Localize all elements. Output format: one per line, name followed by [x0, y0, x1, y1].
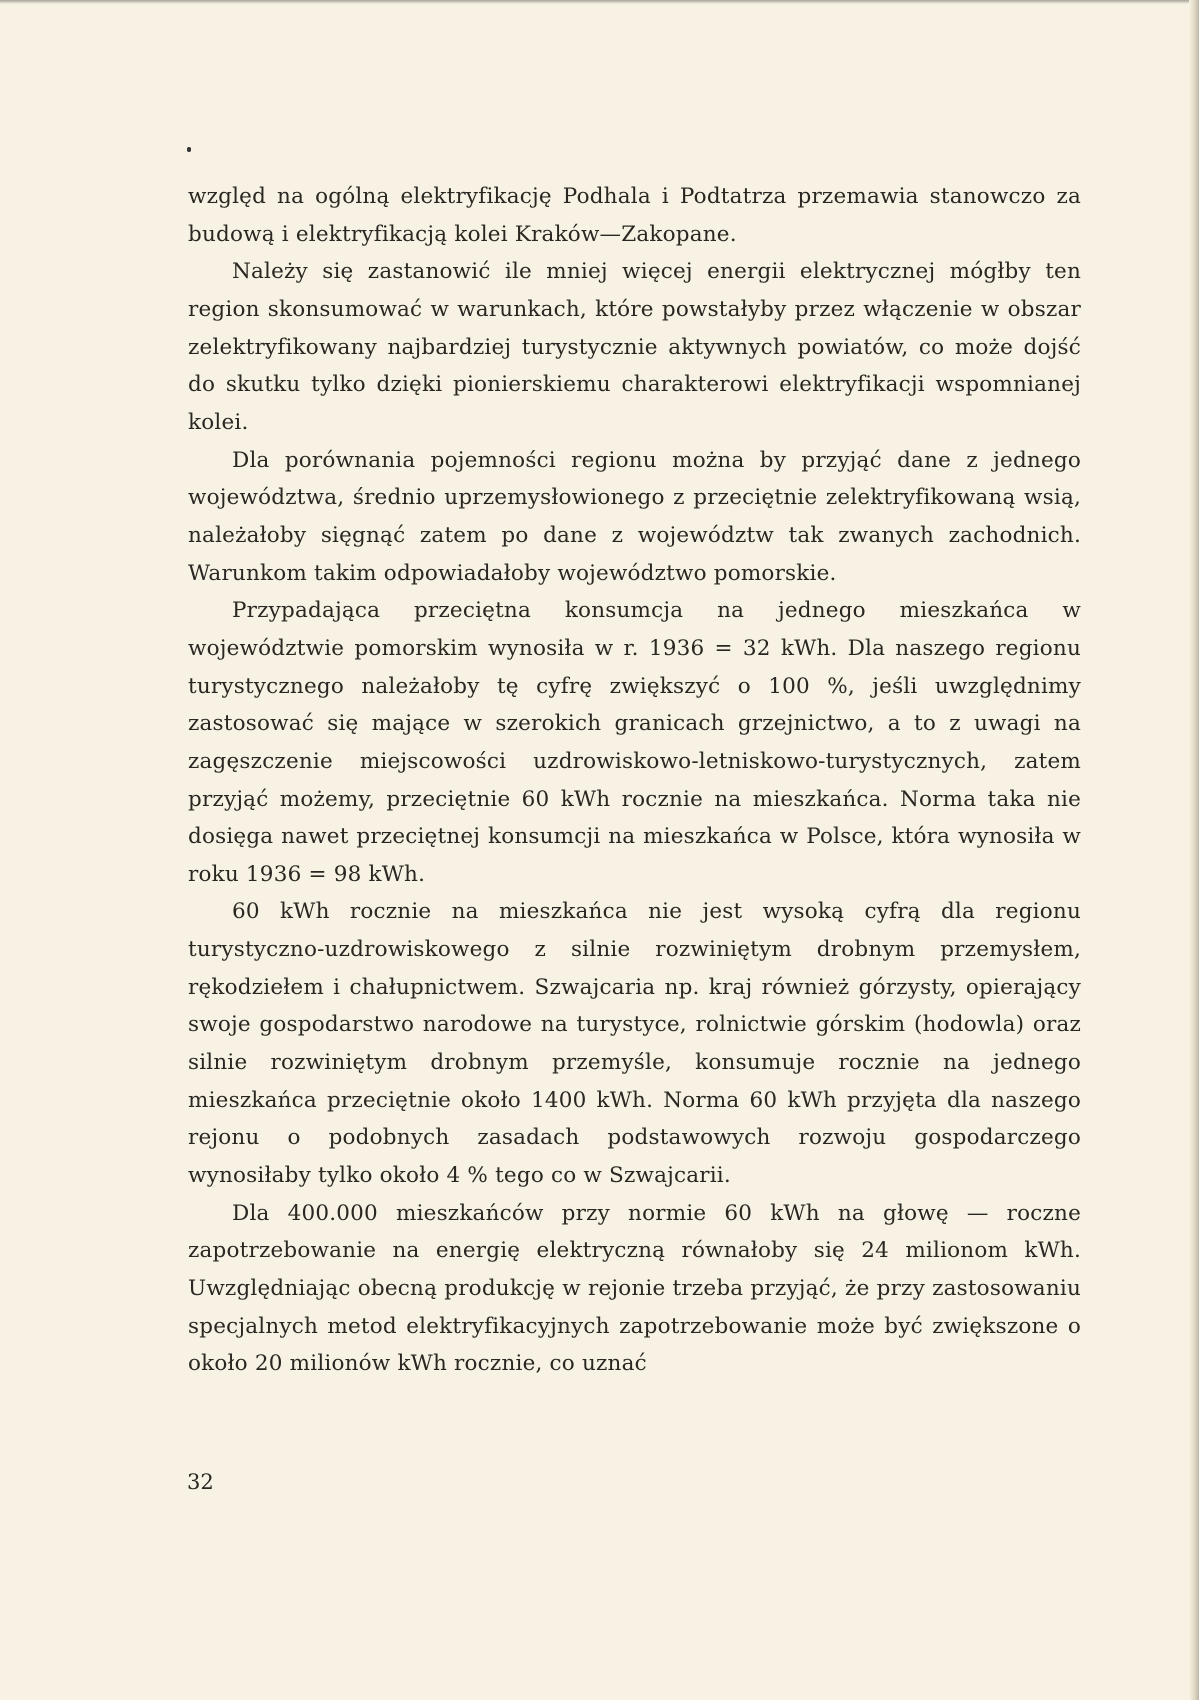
paragraph: Dla porównania pojemności regionu można by przyjąć dane z jednego województwa, średnio uprzemysłowionego z przeciętnie zelektryfikowaną wsią, należałoby sięgnąć zatem po dane z województw tak zwanych zachodnich. Warunkom takim odpowiadałoby województwo pomorskie. — [188, 447, 1081, 586]
paragraph: Przypadająca przeciętna konsumcja na jednego mieszkańca w województwie pomorskim wynosiła w r. 1936 = 32 kWh. Dla naszego regionu turystycznego należałoby tę cyfrę zwiększyć o 100 %, jeśli uwzględnimy zastosować się mające w szerokich granicach grzejnictwo, a to z uwagi na zagęszczenie miejscowości uzdrowiskowo-letniskowo-turystycznych, zatem przyjąć możemy, przeciętnie 60 kWh rocznie na mieszkańca. Norma taka nie dosięga nawet przeciętnej konsumcji na mieszkańca w Polsce, która wynosiła w roku 1936 = 98 kWh. — [188, 598, 1081, 887]
ink-dot — [187, 147, 191, 152]
body-text — [188, 178, 1081, 1383]
paragraph: 60 kWh rocznie na mieszkańca nie jest wysoką cyfrą dla regionu turystyczno-uzdrowiskowego z silnie rozwiniętym drobnym przemysłem, rękodziełem i chałupnictwem. Szwajcaria np. kraj również górzysty, opierający swoje gospodarstwo narodowe na turystyce, rolnictwie górskim (hodowla) oraz silnie rozwiniętym drobnym przemyśle, konsumuje rocznie na jednego mieszkańca przeciętnie około 1400 kWh. Norma 60 kWh przyjęta dla naszego rejonu o podobnych zasadach podstawowych rozwoju gospodarczego wynosiłaby tylko około 4 % tego co w Szwajcarii. — [188, 899, 1081, 1189]
paragraph: Należy się zastanowić ile mniej więcej energii elektrycznej mógłby ten region skonsumować w warunkach, które powstałyby przez włączenie w obszar zelektryfikowany najbardziej turystycznie aktywnych powiatów, co może dojść do skutku tylko dzięki pionierskiemu charakterowi elektryfikacji wspomnianej kolei. — [188, 259, 1081, 435]
page-edge-right — [1189, 0, 1199, 1700]
page-number: 32 — [187, 1470, 214, 1494]
paragraph: względ na ogólną elektryfikację Podhala i Podtatrza przemawia stanowczo za budową i elektryfikacją kolei Kraków—Zakopane. — [188, 184, 1081, 247]
page-edge-top — [0, 0, 1199, 4]
paragraph: Dla 400.000 mieszkańców przy normie 60 kWh na głowę — roczne zapotrzebowanie na energię elektryczną równałoby się 24 milionom kWh. Uwzględniając obecną produkcję w rejonie trzeba przyjąć, że przy zastosowaniu specjalnych metod elektryfikacyjnych zapotrzebowanie może być zwiększone o około 20 milionów kWh rocznie, co uznać — [188, 1200, 1081, 1377]
